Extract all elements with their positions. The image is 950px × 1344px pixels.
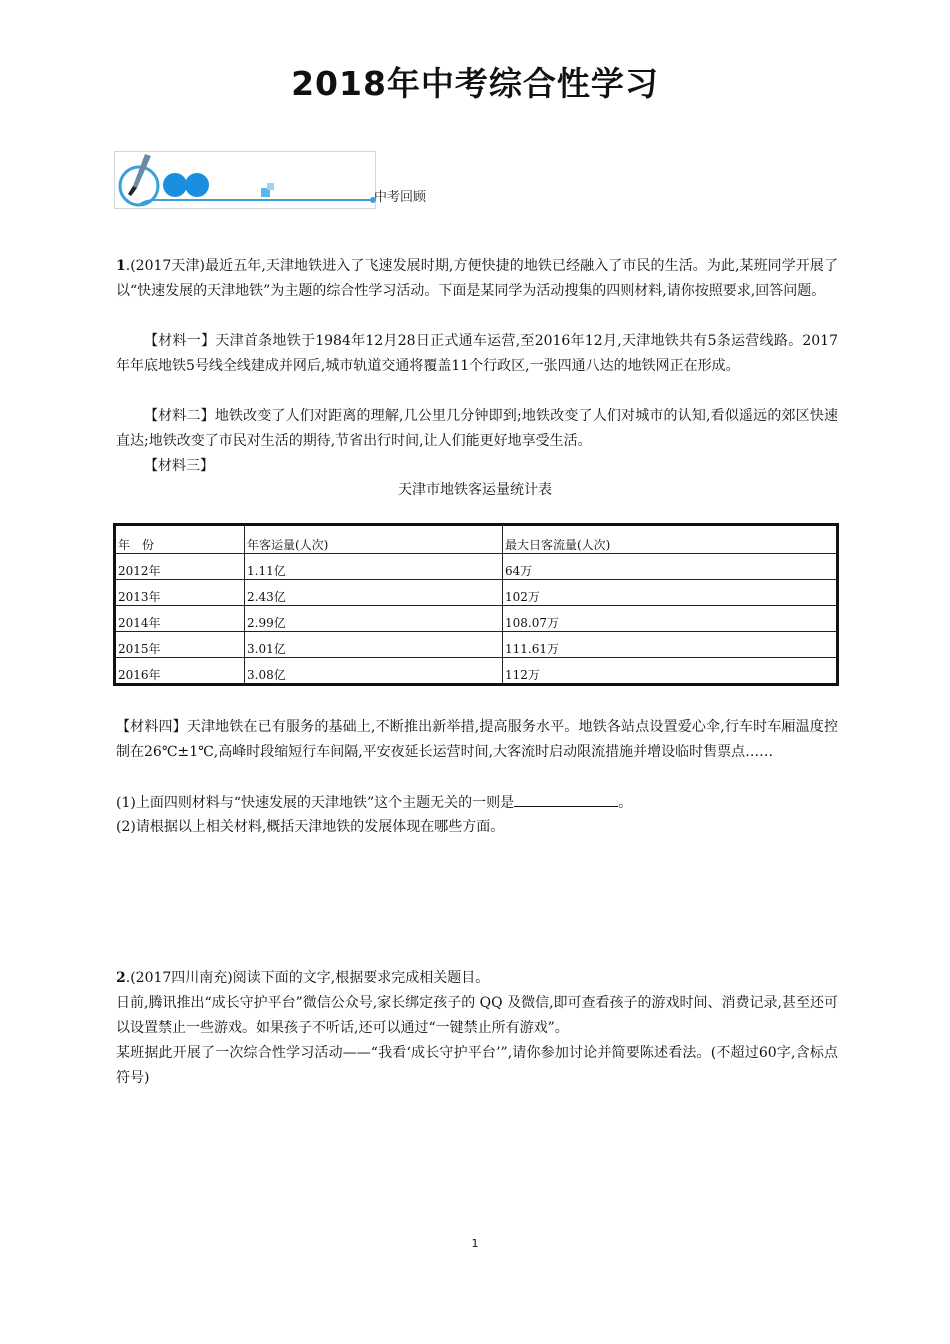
table-cell: 1.11亿 xyxy=(245,554,503,580)
table-row xyxy=(115,580,838,606)
question-1-intro xyxy=(116,254,838,304)
question-1-intro-text: .(2017天津)最近五年,天津地铁进入了飞速发展时期,方便快捷的地铁已经融入了市民的生活。为此,某班同学开展了以“快速发展的天津地铁”为主题的综合性学习活动。下面是某同学为活动搜集的四则材料,请你按照要求,回答问题。 xyxy=(116,258,838,299)
sub-question-1 xyxy=(116,790,838,816)
question-1-number: 1 xyxy=(116,258,126,274)
question-2-task: 某班据此开展了一次综合性学习活动——“我看‘成长守护平台’”,请你参加讨论并简要陈述看法。(不超过60字,含标点符号) xyxy=(116,1045,838,1086)
section-banner xyxy=(114,151,376,209)
header-annual-ridership: 年客运量(人次) xyxy=(245,525,503,554)
table-cell: 2016年 xyxy=(115,658,245,685)
table-cell: 2.99亿 xyxy=(245,606,503,632)
table-cell: 64万 xyxy=(503,554,838,580)
ridership-table xyxy=(113,523,839,686)
table-cell: 3.08亿 xyxy=(245,658,503,685)
table-cell: 2015年 xyxy=(115,632,245,658)
material-1: 【材料一】天津首条地铁于1984年12月28日正式通车运营,至2016年12月,天津地铁共有5条运营线路。2017年年底地铁5号线全线建成并网后,城市轨道交通将覆盖11个行政区,一张四通八达的地铁网正在形成。 xyxy=(116,333,838,374)
sub-question-1-text: (1)上面四则材料与“快速发展的天津地铁”这个主题无关的一则是 xyxy=(116,795,515,811)
material-3-label: 【材料三】 xyxy=(144,458,214,474)
question-2-passage: 日前,腾讯推出“成长守护平台”微信公众号,家长绑定孩子的 QQ 及微信,即可查看孩子的游戏时间、消费记录,甚至还可以设置禁止一些游戏。如果孩子不听话,还可以通过“一键禁止所有游戏”。 xyxy=(116,995,838,1036)
table-cell: 102万 xyxy=(503,580,838,606)
sub-question-2: (2)请根据以上相关材料,概括天津地铁的发展体现在哪些方面。 xyxy=(116,819,505,835)
table-cell: 2012年 xyxy=(115,554,245,580)
table-cell: 108.07万 xyxy=(503,606,838,632)
question-2-intro-text: .(2017四川南充)阅读下面的文字,根据要求完成相关题目。 xyxy=(125,970,490,986)
material-4: 【材料四】天津地铁在已有服务的基础上,不断推出新举措,提高服务水平。地铁各站点设置爱心伞,行车时车厢温度控制在26℃±1℃,高峰时段缩短行车间隔,平安夜延长运营时间,大客流时启动限流措施并增设临时售票点…… xyxy=(116,719,838,760)
question-2-number: 2 xyxy=(116,970,126,986)
table-row xyxy=(115,658,838,685)
table-header-row xyxy=(115,525,838,554)
question-2-intro xyxy=(116,966,838,991)
table-cell: 2013年 xyxy=(115,580,245,606)
table-cell: 111.61万 xyxy=(503,632,838,658)
page-number: 1 xyxy=(471,1237,479,1250)
table-cell: 2014年 xyxy=(115,606,245,632)
table-title: 天津市地铁客运量统计表 xyxy=(398,482,552,498)
table-row xyxy=(115,606,838,632)
table-row xyxy=(115,632,838,658)
table-row xyxy=(115,554,838,580)
brush-logo-icon xyxy=(115,152,377,210)
table-cell: 2.43亿 xyxy=(245,580,503,606)
header-max-daily: 最大日客流量(人次) xyxy=(503,525,838,554)
header-year: 年 份 xyxy=(115,525,245,554)
section-label: 中考回顾 xyxy=(374,190,427,205)
table-cell: 112万 xyxy=(503,658,838,685)
answer-blank[interactable] xyxy=(514,790,618,807)
material-2: 【材料二】地铁改变了人们对距离的理解,几公里几分钟即到;地铁改变了人们对城市的认知,看似遥远的郊区快速直达;地铁改变了市民对生活的期待,节省出行时间,让人们能更好地享受生活。 xyxy=(116,408,838,449)
table-cell: 3.01亿 xyxy=(245,632,503,658)
page-title: 2018年中考综合性学习 xyxy=(291,64,659,103)
sub-question-1-end: 。 xyxy=(618,795,633,811)
